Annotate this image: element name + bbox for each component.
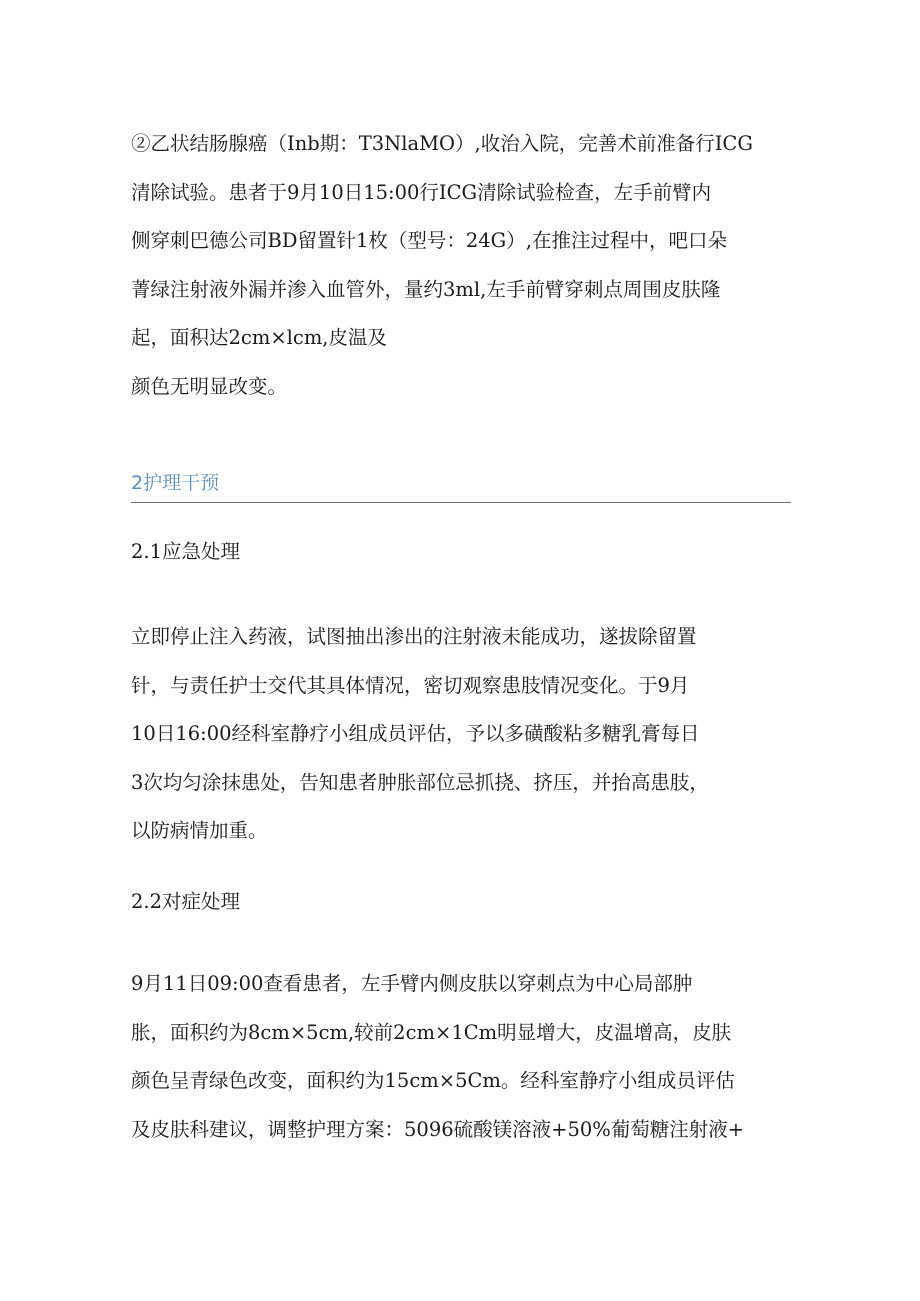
emergency-paragraph — [131, 613, 791, 856]
intro-paragraph — [131, 120, 791, 411]
section-heading-nursing-intervention: 2护理干预 — [131, 466, 791, 503]
paragraph-line: 3次均匀涂抹患处，告知患者肿胀部位忌抓挠、挤压，并抬高患肢， — [131, 770, 709, 794]
paragraph-line: 9月11日09:00查看患者，左手臂内侧皮肤以穿刺点为中心局部肿 — [131, 972, 693, 995]
subsection-heading-emergency: 2.1应急处理 — [131, 540, 241, 563]
symptomatic-paragraph — [131, 960, 791, 1154]
paragraph-line: 胀，面积约为8cm×5cm,较前2cm×1Cm明显增大，皮温增高，皮肤 — [131, 1020, 732, 1044]
paragraph-line: 清除试验。患者于9月10日15:00行ICG清除试验检查，左手前臂内 — [131, 180, 712, 204]
paragraph-line: 以防病情加重。 — [131, 819, 268, 842]
paragraph-line: 10日16:00经科室静疗小组成员评估，予以多磺酸粘多糖乳膏每日 — [131, 722, 700, 745]
paragraph-line: 起，面积达2cm×lcm,皮温及 — [131, 326, 388, 349]
paragraph-line: 侧穿刺巴德公司BD留置针1枚（型号：24G）,在推注过程中，吧口朵 — [131, 229, 727, 252]
paragraph-line: 菁绿注射液外漏并渗入血管外，量约3ml,左手前臂穿刺点周围皮肤隆 — [131, 277, 721, 301]
paragraph-line: ②乙状结肠腺癌（Inb期：T3NlaMO）,收治入院，完善术前准备行ICG — [131, 132, 753, 155]
paragraph-line: 及皮肤科建议，调整护理方案：5096硫酸镁溶液+50%葡萄糖注射液+ — [131, 1117, 745, 1141]
subsection-heading-symptomatic: 2.2对症处理 — [131, 890, 241, 913]
paragraph-line: 颜色无明显改变。 — [131, 374, 288, 398]
paragraph-line: 立即停止注入药液，试图抽出渗出的注射液未能成功，遂拔除留置 — [131, 625, 697, 648]
paragraph-line: 针，与责任护士交代其具体情况，密切观察患肢情况变化。于9月 — [131, 673, 690, 697]
paragraph-line: 颜色呈青绿色改变，面积约为15cm×5Cm。经科室静疗小组成员评估 — [131, 1069, 735, 1092]
